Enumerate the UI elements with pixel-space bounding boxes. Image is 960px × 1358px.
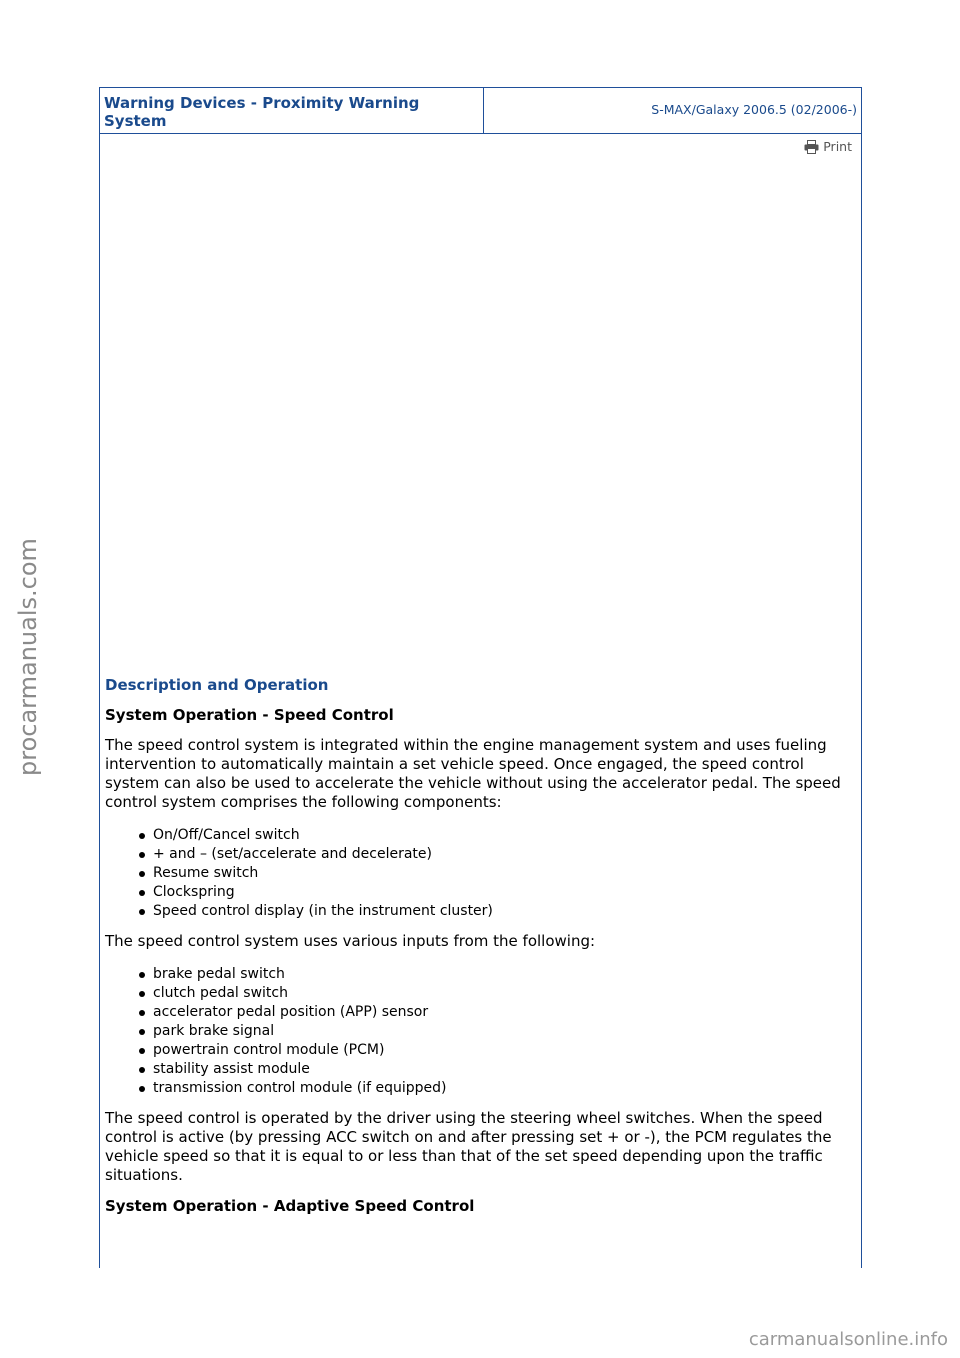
list-item: accelerator pedal position (APP) sensor xyxy=(153,1003,856,1022)
list-item: Resume switch xyxy=(153,864,856,883)
list-item: + and – (set/accelerate and decelerate) xyxy=(153,845,856,864)
figure-placeholder xyxy=(100,156,861,668)
list-item: transmission control module (if equipped) xyxy=(153,1079,856,1098)
inputs-list xyxy=(105,965,856,1098)
document-frame xyxy=(99,87,862,1268)
list-item: On/Off/Cancel switch xyxy=(153,826,856,845)
section-title: Description and Operation xyxy=(105,676,329,694)
list-item: Clockspring xyxy=(153,883,856,902)
list-item: park brake signal xyxy=(153,1022,856,1041)
document-header xyxy=(100,88,861,134)
print-label: Print xyxy=(823,139,852,154)
paragraph-inputs: The speed control system uses various inputs from the following: xyxy=(105,932,596,950)
document-body xyxy=(100,676,861,1216)
subheading-adaptive-speed-control: System Operation - Adaptive Speed Control xyxy=(105,1197,475,1215)
print-row xyxy=(100,134,861,156)
paragraph-operation: The speed control is operated by the driver using the steering wheel switches. When the speed control is active (by pressing ACC switch on and after pressing set + or -), the PCM regulates the vehicle speed so that it is equal to or less than that of the set speed depending upon the traffic situations. xyxy=(105,1109,832,1184)
components-list xyxy=(105,826,856,921)
printer-icon xyxy=(804,140,819,154)
list-item: clutch pedal switch xyxy=(153,984,856,1003)
print-button[interactable] xyxy=(804,139,852,154)
footer-watermark: carmanualsonline.info xyxy=(748,1329,948,1350)
list-item: Speed control display (in the instrument cluster) xyxy=(153,902,856,921)
page-title: Warning Devices - Proximity Warning System xyxy=(100,88,484,133)
list-item: powertrain control module (PCM) xyxy=(153,1041,856,1060)
vehicle-model: S-MAX/Galaxy 2006.5 (02/2006-) xyxy=(651,102,857,117)
subheading-speed-control: System Operation - Speed Control xyxy=(105,706,394,724)
list-item: brake pedal switch xyxy=(153,965,856,984)
side-watermark: procarmanuals.com xyxy=(14,538,42,776)
list-item: stability assist module xyxy=(153,1060,856,1079)
paragraph-intro: The speed control system is integrated within the engine management system and uses fueling intervention to automatically maintain a set vehicle speed. Once engaged, the speed control system can also be used to accelerate the vehicle without using the accelerator pedal. The speed control system comprises the following components: xyxy=(105,736,841,811)
